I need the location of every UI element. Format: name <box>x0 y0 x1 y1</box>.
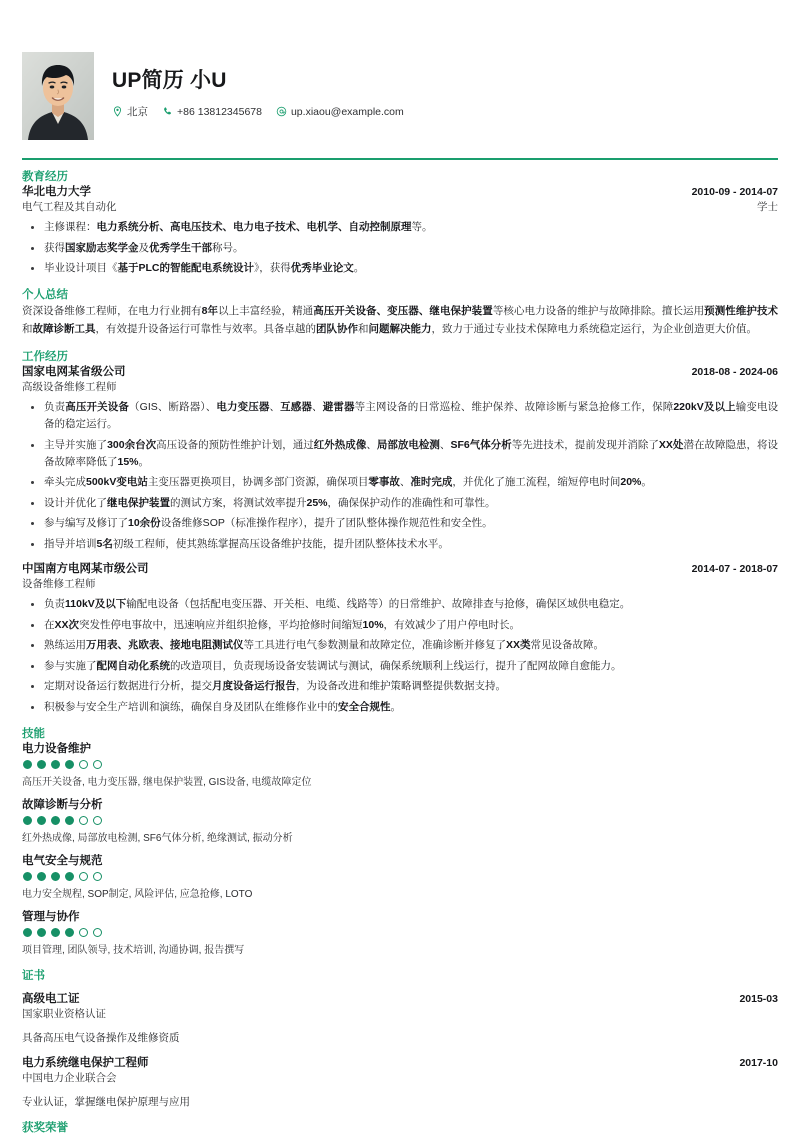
section-next-clipped <box>22 1121 778 1135</box>
skill-keywords: 电力安全规程, SOP制定, 风险评估, 应急抢修, LOTO <box>22 888 253 900</box>
section-certificates <box>22 969 778 1110</box>
skill-level-dot <box>93 872 102 881</box>
skill-level-dot <box>51 760 60 769</box>
education-date: 2010-09 - 2014-07 <box>691 185 778 198</box>
skill-level-dot <box>37 928 46 937</box>
skill-level-dot <box>23 760 32 769</box>
certificate-date: 2017-10 <box>739 1056 778 1069</box>
contact-list <box>112 104 404 119</box>
page-title: UP简历 小U <box>112 68 227 92</box>
section-summary <box>22 288 778 339</box>
skill-item <box>22 854 778 902</box>
section-education <box>22 170 778 278</box>
bullet-item: 指导并培训5名初级工程师，使其熟练掌握高压设备维护技能，提升团队整体技术水平。 <box>22 536 778 553</box>
skill-level-meter <box>23 928 778 937</box>
skill-level-dot <box>23 816 32 825</box>
certificate-issuer: 国家职业资格认证 <box>22 1008 106 1021</box>
skill-list <box>22 742 778 958</box>
skill-level-dot <box>79 816 88 825</box>
education-bullets <box>22 219 778 277</box>
contact-email-text: up.xiaou@example.com <box>290 105 404 118</box>
identity-block <box>112 69 404 123</box>
skill-level-dot <box>51 928 60 937</box>
skill-level-dot <box>79 760 88 769</box>
bullet-item: 在XX次突发性停电事故中，迅速响应并组织抢修，平均抢修时间缩短10%，有效减少了用户停电时长。 <box>22 617 778 634</box>
skill-level-dot <box>65 872 74 881</box>
skill-level-meter <box>23 760 778 769</box>
bullet-item: 获得国家励志奖学金及优秀学生干部称号。 <box>22 240 778 257</box>
skill-keywords: 红外热成像, 局部放电检测, SF6气体分析, 绝缘测试, 振动分析 <box>22 832 293 844</box>
work-role: 设备维修工程师 <box>22 578 96 591</box>
contact-location-text: 北京 <box>127 106 148 119</box>
email-at-icon <box>276 106 287 117</box>
work-bullets <box>22 399 778 553</box>
avatar <box>22 52 94 140</box>
certificate-date: 2015-03 <box>739 993 778 1006</box>
skill-level-dot <box>51 816 60 825</box>
section-work <box>22 350 778 716</box>
work-company: 中国南方电网某市级公司 <box>22 562 149 575</box>
skill-level-dot <box>65 760 74 769</box>
skill-item <box>22 742 778 790</box>
skill-name: 故障诊断与分析 <box>22 798 103 811</box>
skill-level-dot <box>51 872 60 881</box>
bullet-item: 负责110kV及以下输配电设备（包括配电变压器、开关柜、电缆、线路等）的日常维护、故障排查与抢修，确保区域供电稳定。 <box>22 596 778 613</box>
education-entry <box>22 185 778 277</box>
certificate-name: 高级电工证 <box>22 993 80 1006</box>
section-title-summary: 个人总结 <box>22 289 68 302</box>
phone-icon <box>162 106 173 117</box>
skill-level-meter <box>23 816 778 825</box>
skill-level-dot <box>93 928 102 937</box>
bullet-item: 熟练运用万用表、兆欧表、接地电阻测试仪等工具进行电气参数测量和故障定位，准确诊断并修复了XX类常见设备故障。 <box>22 637 778 654</box>
bullet-item: 定期对设备运行数据进行分析，提交月度设备运行报告，为设备改进和维护策略调整提供数据支持。 <box>22 678 778 695</box>
skill-level-dot <box>65 928 74 937</box>
location-pin-icon <box>112 106 123 117</box>
bullet-item: 主修课程：电力系统分析、高电压技术、电力电子技术、电机学、自动控制原理等。 <box>22 219 778 236</box>
bullet-item: 积极参与安全生产培训和演练，确保自身及团队在维修作业中的安全合规性。 <box>22 699 778 716</box>
skill-name: 电力设备维护 <box>22 742 91 755</box>
skill-level-dot <box>37 760 46 769</box>
contact-phone-text: +86 13812345678 <box>177 105 262 118</box>
skill-level-dot <box>37 872 46 881</box>
contact-location <box>112 104 148 119</box>
skill-level-dot <box>65 816 74 825</box>
section-title-education: 教育经历 <box>22 170 68 183</box>
education-school: 华北电力大学 <box>22 185 91 198</box>
skill-item <box>22 798 778 846</box>
skill-item <box>22 910 778 958</box>
certificate-description: 具备高压电气设备操作及维修资质 <box>22 1032 180 1045</box>
skill-level-meter <box>23 872 778 881</box>
education-major: 电气工程及其自动化 <box>22 201 117 214</box>
bullet-item: 参与实施了配网自动化系统的改造项目，负责现场设备安装调试与测试，确保系统顺利上线运行，提升了配网故障自愈能力。 <box>22 658 778 675</box>
contact-email <box>276 106 404 118</box>
work-entry <box>22 365 778 553</box>
bullet-item: 牵头完成500kV变电站主变压器更换项目，协调多部门资源，确保项目零事故、准时完成，并优化了施工流程，缩短停电时间20%。 <box>22 474 778 491</box>
skill-keywords: 项目管理, 团队领导, 技术培训, 沟通协调, 报告撰写 <box>22 944 245 956</box>
work-date: 2018-08 - 2024-06 <box>691 366 778 379</box>
resume-header <box>22 0 778 154</box>
skill-name: 电气安全与规范 <box>22 854 103 867</box>
bullet-item: 参与编写及修订了10余份设备维修SOP（标准操作程序），提升了团队整体操作规范性和安全性。 <box>22 515 778 532</box>
section-title-certificates: 证书 <box>22 969 45 982</box>
contact-phone <box>162 106 262 118</box>
skill-level-dot <box>23 872 32 881</box>
skill-level-dot <box>23 928 32 937</box>
section-skills <box>22 727 778 958</box>
skill-level-dot <box>93 760 102 769</box>
bullet-item: 负责高压开关设备（GIS、断路器）、电力变压器、互感器、避雷器等主网设备的日常巡检、维护保养、故障诊断与紧急抢修工作，保障220kV及以上输变电设备的稳定运行。 <box>22 399 778 433</box>
bullet-item: 毕业设计项目《基于PLC的智能配电系统设计》，获得优秀毕业论文。 <box>22 260 778 277</box>
education-degree: 学士 <box>757 201 778 214</box>
section-title-next: 获奖荣誉 <box>22 1122 68 1135</box>
work-role: 高级设备维修工程师 <box>22 381 117 394</box>
section-title-skills: 技能 <box>22 727 45 740</box>
certificate-description: 专业认证，掌握继电保护原理与应用 <box>22 1095 190 1108</box>
work-company: 国家电网某省级公司 <box>22 366 126 379</box>
summary-text: 资深设备维修工程师，在电力行业拥有8年以上丰富经验，精通高压开关设备、变压器、继电保护装置等核心电力设备的维护与故障排除。擅长运用预测性维护技术和故障诊断工具，有效提升设备运行可靠性与效率。具备卓越的团队协作和问题解决能力，致力于通过专业技术保障电力系统稳定运行，为企业创造更大价值。 <box>22 305 779 336</box>
skill-name: 管理与协作 <box>22 910 80 923</box>
certificate-issuer: 中国电力企业联合会 <box>22 1071 117 1084</box>
bullet-item: 设计并优化了继电保护装置的测试方案，将测试效率提升25%，确保保护动作的准确性和可靠性。 <box>22 495 778 512</box>
bullet-item: 主导并实施了300余台次高压设备的预防性维护计划，通过红外热成像、局部放电检测、SF6气体分析等先进技术，提前发现并消除了XX处潜在故障隐患，将设备故障率降低了15%。 <box>22 437 778 471</box>
certificate-item <box>22 992 778 1047</box>
work-entry <box>22 562 778 716</box>
section-title-work: 工作经历 <box>22 350 68 363</box>
skill-level-dot <box>93 816 102 825</box>
certificate-item <box>22 1056 778 1111</box>
skill-keywords: 高压开关设备, 电力变压器, 继电保护装置, GIS设备, 电缆故障定位 <box>22 776 312 788</box>
certificate-name: 电力系统继电保护工程师 <box>22 1056 149 1069</box>
skill-level-dot <box>37 816 46 825</box>
skill-level-dot <box>79 872 88 881</box>
work-date: 2014-07 - 2018-07 <box>691 562 778 575</box>
header-divider <box>22 158 778 160</box>
work-bullets <box>22 596 778 716</box>
skill-level-dot <box>79 928 88 937</box>
